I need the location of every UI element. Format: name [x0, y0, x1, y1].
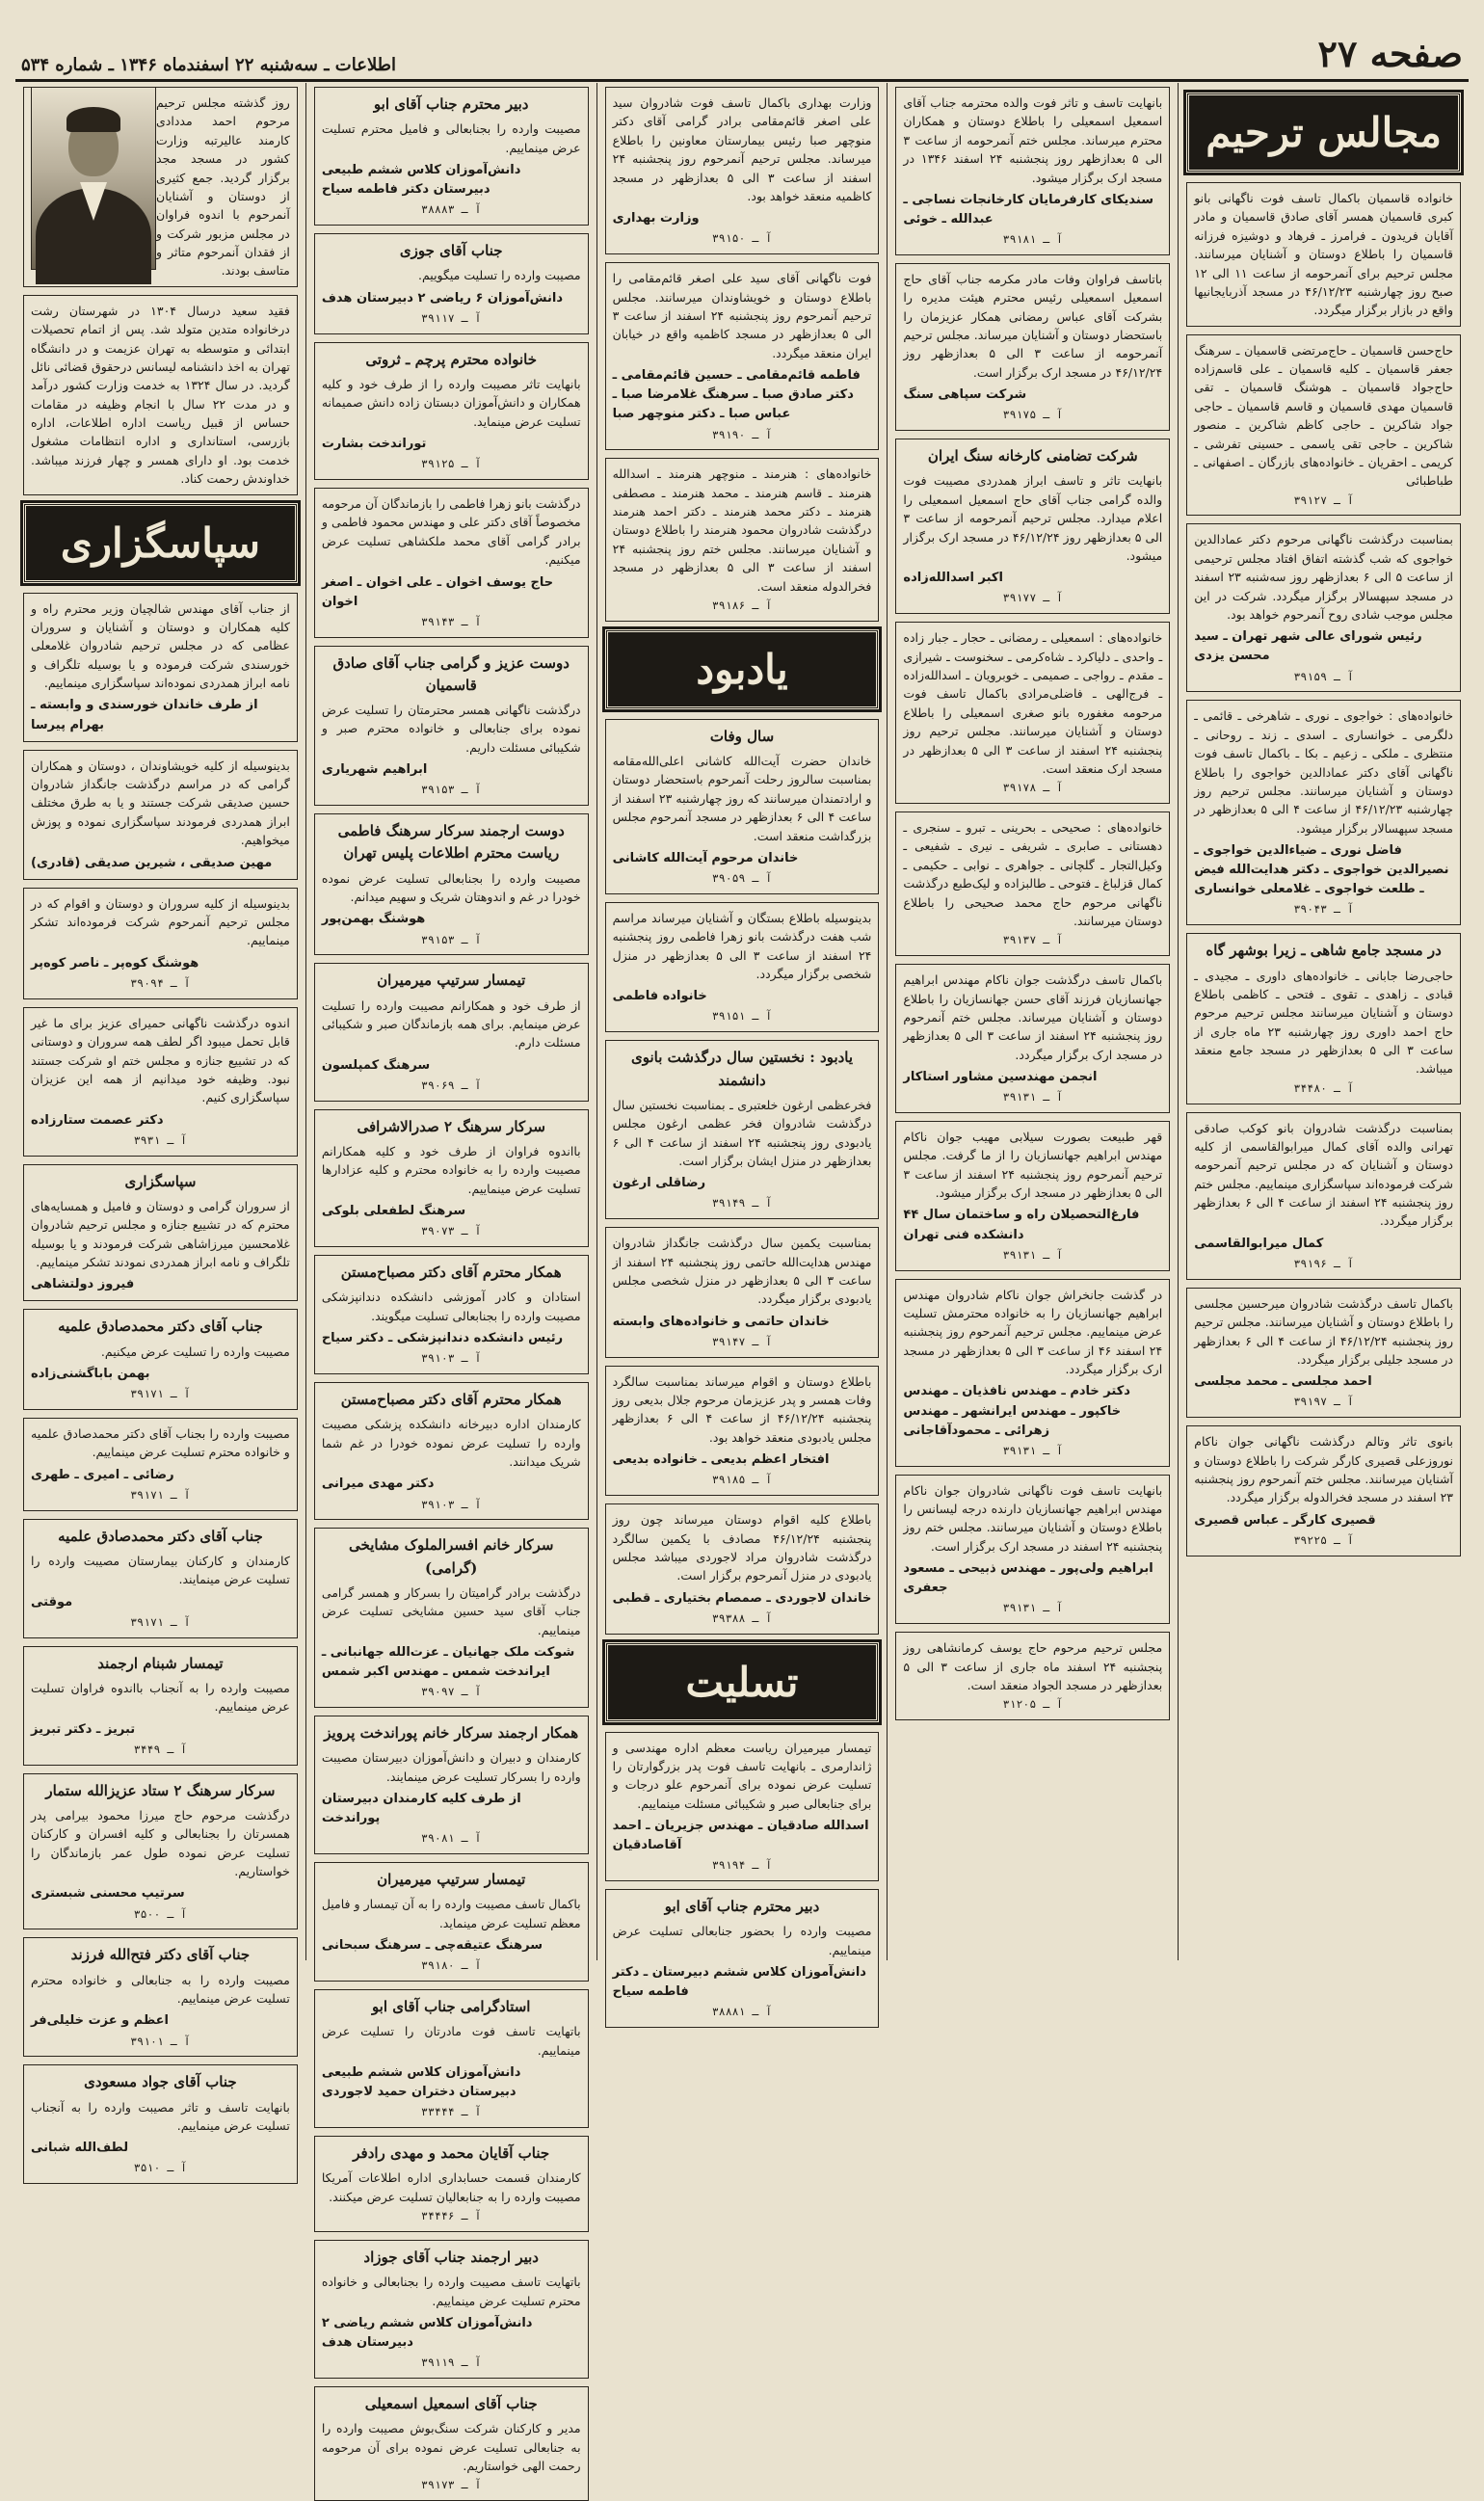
- notice-body: درگذشت مرحوم حاج میرزا محمود بیرامی پدر همسرتان را بجنابعالی و کلیه افسران و کارکنان تسلیت عرض نموده طول عمر بازماندگان را خواستاریم.: [31, 1807, 290, 1879]
- notice-title: جناب آقای جواد مسعودی: [84, 2073, 237, 2091]
- notice-signature: قصیری کارگر ـ عباس قصیری: [1194, 1512, 1376, 1528]
- notice: [23, 1519, 298, 1638]
- notice-code: آ ـ ۳۱۲۰۵: [1002, 1697, 1063, 1712]
- notice-body: بانهایت تاسف و تاثر فوت والده محترمه جناب آقای اسمعیل اسمعیلی را باطلاع دوستان و همکاران محترم میرساند. مجلس ختم آنمرحومه از ساعت ۳ الی ۵ بعدازظهر روز پنجشنبه ۲۴ اسفند ۱۳۴۶ در مسجد ارک برگزار میشود.: [903, 95, 1163, 185]
- issue-info: اطلاعات ـ سه‌شنبه ۲۲ اسفندماه ۱۳۴۶ ـ شماره ۵۳۴: [21, 55, 397, 75]
- notice-title: سرکار سرهنگ ۲ ستاد عزیزالله ستمار: [45, 1781, 276, 1799]
- notice-code: آ ـ ۳۵۰۰: [133, 1906, 188, 1921]
- notice-code: آ ـ ۳۹۱۵۳: [421, 932, 482, 946]
- notice: [1186, 182, 1461, 327]
- notice-body: مصیبت وارده را بجناب آقای دکتر محمدصادق علمیه و خانواده محترم تسلیت عرض مینماییم.: [31, 1426, 290, 1460]
- notice-body: حاجی‌رضا جابانی ـ خانواده‌های داوری ـ مجیدی ـ قبادی ـ زاهدی ـ تقوی ـ فتحی ـ کاظمی باطلاع دوستان و آشنایان میرسانند مجلس ترحیم مرحوم حاج احمد داوری روز چهارشنبه ۲۳ ماه جاری از ساعت ۳ الی ۵ بعدازظهر در مسجد جامع منعقد میباشد.: [1194, 968, 1453, 1077]
- notice-body: خانواده‌های : صحیحی ـ بحرینی ـ تبرو ـ سنجری ـ دهستانی ـ صابری ـ شریفی ـ نیری ـ شفیعی ـ وکیل‌التجار ـ گلچانی ـ جواهری ـ نوابی ـ حکیمی ـ کمال قزلباغ ـ فتوحی ـ طالبزاده و لیک‌طبع درگذشت ناگهانی مرحوم حاج محمد صحیحی را باطلاع دوستان میرسانند.: [903, 820, 1163, 928]
- notice-code: آ ـ ۳۴۴۹: [133, 1742, 188, 1756]
- notice-body: کارمندان اداره دبیرخانه دانشکده پزشکی مصیبت وارده را تسلیت عرض نموده خودرا در غم شما شریک میدانند.: [321, 1417, 581, 1469]
- notice-code: آ ـ ۳۹۱۷۱: [130, 1487, 191, 1502]
- notice-code: آ ـ ۳۹۱۷۱: [130, 1614, 191, 1629]
- notice-body: درگذشت برادر گرامیتان را بسرکار و همسر گرامی جناب آقای سید حسین مشایخی تسلیت عرض مینماییم.: [321, 1584, 581, 1637]
- notice-code: آ ـ ۳۹۱۷۵: [1002, 408, 1063, 422]
- column-1: [1178, 83, 1469, 1960]
- notice-body: مصیبت وارده را تسلیت میگوییم.: [418, 268, 581, 283]
- notice-code: آ ـ ۳۹۱۱۷: [421, 310, 482, 325]
- notice: [314, 2136, 589, 2232]
- notice: [1186, 700, 1461, 925]
- notice-body: بانهایت تاثر و تاسف ابراز همدردی مصیبت فوت والده گرامی جناب آقای حاج اسمعیل اسمعیلی را اعلام میدارد. مجلس ترحیم آنمرحومه از ساعت ۳ الی ۵ بعدازظهر روز ۴۶/۱۲/۲۴ در مسجد ارک برگزار میشود.: [903, 473, 1163, 563]
- columns-container: [15, 83, 1469, 2492]
- notice-body: خانواده‌های : خواجوی ـ نوری ـ شاهرخی ـ قائمی ـ دلگرمی ـ خوانساری ـ اسدی ـ زند ـ روحانی ـ منتظری ـ ملکی ـ زعیم ـ بکا ـ باکمال تاسف فوت ناگهانی آقای دکتر عمادالدین خواجوی را باطلاع دوستان و آشنایان میرسانند. مجلس ترحیم روز چهارشنبه ۴۶/۱۲/۲۳ از ساعت ۴ الی ۵ بعدازظهر در مسجد سپهسالار برگزار میشود.: [1194, 708, 1453, 836]
- notice-code: آ ـ ۳۴۴۴۶: [421, 2209, 482, 2223]
- notice-body: باتهایت تاسف فوت مادرتان را تسلیت عرض مینماییم.: [321, 2024, 581, 2058]
- notice-code: آ ـ ۳۴۴۸۰: [1293, 1080, 1354, 1095]
- notice-body: بمناسبت یکمین سال درگذشت جانگداز شادروان مهندس هدایت‌الله حاتمی روز پنجشنبه ۲۴ اسفند از ساعت ۳ الی ۵ بعدازظهر در منزل شخصی مجلس یادبودی برگزار میگردد.: [612, 1236, 872, 1307]
- column-5: [15, 83, 305, 2175]
- notice-body: حاج‌حسن قاسمیان ـ حاج‌مرتضی قاسمیان ـ سرهنگ جعفر قاسمیان ـ کلیه قاسمیان ـ علی قاسم‌زاده حاج‌جواد قاسمیان ـ هوشنگ قاسمیان ـ تقی قاسمیان مهدی قاسمیان و قاسم قاسمیان ـ حاجی جواد شاکرین ـ حاجی کاظم شاکرین ـ منصور شاکرین ـ حاجی تقی یاسمی ـ حسینی تفرشی ـ کریمی ـ احقریان ـ خانواده‌های بازرگان ـ اصفهانی ـ طباطبائی: [1194, 342, 1453, 489]
- notice-code: آ ـ ۳۹۰۹۷: [421, 1685, 482, 1699]
- notice: [895, 87, 1170, 255]
- notice: [895, 263, 1170, 431]
- notice-body: بدینوسیله از کلیه سروران و دوستان و اقوام که در مجلس ترحیم آنمرحوم شرکت فرموده‌اند تشکر مینماییم.: [31, 895, 290, 948]
- notice-code: آ ـ ۳۹۰۹۴: [130, 975, 191, 990]
- notice-title: سال وفات: [709, 727, 775, 745]
- notice-body: باتهایت تاسف مصیبت وارده را بجنابعالی و خانواده محترم تسلیت عرض مینماییم.: [321, 2275, 581, 2308]
- notice-title: همکار محترم آقای دکتر مصباح‌مستن: [340, 1264, 562, 1282]
- notice: [895, 964, 1170, 1113]
- notice-signature: کمال میرابوالقاسمی: [1194, 1236, 1324, 1251]
- column-4: [305, 83, 596, 2492]
- notice-title: همکار محترم آقای دکتر مصباح‌مستن: [340, 1390, 562, 1408]
- notice-body: مصیبت وارده را بحضور جنابعالی تسلیت عرض مینماییم.: [612, 1924, 872, 1957]
- notice-code: آ ـ ۳۹۱۴۹: [711, 1196, 773, 1211]
- notice: [314, 1862, 589, 1982]
- notice-code: آ ـ ۳۵۱۰: [133, 2161, 188, 2175]
- portrait-photo: [31, 87, 156, 270]
- notice-body: باکمال تاسف درگذشت شادروان میرحسین مجلسی را باطلاع دوستان و آشنایان میرسانند. مجلس ترحیم روز پنجشنبه ۴۶/۱۲/۲۴ از ساعت ۴ الی ۶ بعدازظهر در مسجد جلیلی برگزار میگردد.: [1194, 1295, 1453, 1367]
- notice-body: کارمندان و کارکنان بیمارستان مصیبت وارده را تسلیت عرض مینمایند.: [31, 1554, 290, 1587]
- notice-signature: فاضل نوری ـ ضیاءالدین خواجوی ـ نصیرالدین خواجوی ـ دکتر هدایت‌الله فیض ـ طلعت خواجوی ـ غلامعلی خوانساری: [1194, 843, 1449, 897]
- notice: [23, 2064, 298, 2184]
- notice: [895, 622, 1170, 804]
- notice: [1186, 1288, 1461, 1418]
- notice-signature: ابراهیم شهریاری: [321, 762, 428, 778]
- notice: [23, 1773, 298, 1930]
- notice-signature: از طرف خاندان خورسندی و وابسته ـ بهرام پیرسا: [31, 698, 258, 732]
- notice-title: یادبود : نخستین سال درگذشت بانوی دانشمند: [630, 1049, 854, 1089]
- notice-signature: اسدالله صادقیان ـ مهندس جزیریان ـ احمد آقاصادقیان: [612, 1819, 869, 1853]
- notice-body: باتاسف فراوان وفات مادر مکرمه جناب آقای حاج اسمعیل اسمعیلی رئیس محترم هیئت مدیره را بشرکت آقای عباس رمضانی همکار عزیزمان را باستحضار دوستان و آشنایان میرساند. مجلس ترحیم آنمرحومه از ساعت ۳ الی ۵ بعدازظهر روز ۴۶/۱۲/۲۴ در مسجد ارک برگزار است.: [903, 271, 1163, 380]
- notice-body: روز گذشته مجلس ترحیم مرحوم احمد مددادی کارمند عالیرتبه وزارت کشور در مسجد مجد برگزار گردید. جمع کثیری از دوستان و آشنایان آنمرحوم با اندوه فراوان در مجلس مزبور شرکت و از فقدان آنمرحوم متاثر و متاسف بودند.: [156, 95, 290, 279]
- notice-code: آ ـ ۳۹۱۱۹: [421, 2355, 482, 2370]
- notice-title: در مسجد جامع شاهی ـ زیرا بوشهر گاه: [1206, 942, 1442, 960]
- notice-code: آ ـ ۳۹۱۲۷: [1293, 492, 1354, 507]
- notice: [605, 1889, 880, 2028]
- notice: [314, 2240, 589, 2379]
- notice-body: مجلس ترحیم مرحوم حاج یوسف کرمانشاهی روز پنجشنبه ۲۴ اسفند ماه جاری از ساعت ۳ الی ۵ بعدازظهر در مسجد الجواد منعقد است.: [903, 1640, 1163, 1692]
- notice-body: فقید سعید درسال ۱۳۰۴ در شهرستان رشت درخانواده متدین متولد شد. پس از اتمام تحصیلات ابتدائی و متوسطه به تهران عزیمت و در دانشگاه تهران به اخذ دانشنامه لیسانس درحقوق قضائی نائل گردید. در سال ۱۳۲۴ به خدمت وزارت کشور درآمد و در مدت ۲۲ سال با انجام وظیفه در مقامات حساس از قبیل ریاست اداره اطلاعات، اداره بازرسی، استانداری و اداره انتظامات مشغول خدمت بود. او دارای همسر و چهار فرزند میباشد. خداوندش رحمت کناد.: [31, 303, 290, 487]
- notice: [1186, 933, 1461, 1104]
- notice: [1186, 1112, 1461, 1280]
- notice: [605, 1366, 880, 1496]
- notice-body: بانهایت تاثر مصیبت وارده را از طرف خود و کلیه همکاران و دانش‌آموزان دبستان زاده دانش صمیمانه تسلیت عرض مینماید.: [321, 376, 581, 429]
- notice-code: آ ـ ۳۹۱۸۵: [711, 1473, 773, 1487]
- notice-body: قهر طبیعت بصورت سیلابی مهیب جوان ناکام مهندس ابراهیم جهانسازیان را از ما گرفت. مجلس ترحیم آنمرحوم روز پنجشنبه ۲۴ اسفند از ساعت ۳ الی ۵ بعدازظهر در مسجد ارک برگزار میشود.: [903, 1129, 1163, 1201]
- notice-code: آ ـ ۳۹۱۳۱: [1002, 1247, 1063, 1262]
- notice: [314, 2386, 589, 2501]
- notice-signature: دانش‌آموزان کلاس ششم دبیرستان ـ دکتر فاطمه سیاح: [612, 1965, 866, 2000]
- notice-code: آ ـ ۳۹۰۶۹: [421, 1078, 482, 1092]
- notice: [23, 593, 298, 742]
- notice: [314, 87, 589, 226]
- notice: [605, 1227, 880, 1357]
- notice-title: جناب آقایان محمد و مهدی رادفر: [353, 2144, 550, 2163]
- notice-signature: مهین صدیقی ، شیرین صدیقی (قادری): [31, 855, 273, 870]
- notice-signature: سرهنگ عتیقه‌چی ـ سرهنگ سبحانی: [321, 1938, 543, 1954]
- banner-yadbud: یادبود: [605, 629, 880, 709]
- banner-tasliyat: تسلیت: [605, 1642, 880, 1722]
- notice: [314, 342, 589, 480]
- notice-code: آ ـ ۳۹۱۰۳: [421, 1497, 482, 1511]
- notice-signature: هوشنگ بهمن‌پور: [321, 912, 426, 927]
- notice: [895, 1632, 1170, 1720]
- notice-body: مصیبت وارده را به آنجناب بااندوه فراوان تسلیت عرض مینماییم.: [31, 1680, 290, 1715]
- notice-title: همکار ارجمند سرکار خانم پوراندخت پرویز: [324, 1724, 579, 1743]
- notice: [314, 233, 589, 334]
- notice-signature: دکتر عصمت ستارزاده: [31, 1112, 164, 1128]
- notice-code: آ ـ ۳۹۱۴۷: [711, 1334, 773, 1348]
- notice-signature: توراندخت بشارت: [321, 437, 427, 452]
- notice-signature: وزارت بهداری: [612, 211, 700, 226]
- notice-code: آ ـ ۳۹۱۹۶: [1293, 1256, 1354, 1270]
- notice-body: مصیبت وارده را بجنابعالی و فامیل محترم تسلیت عرض مینماییم.: [321, 121, 581, 155]
- notice-title: تیمسار سرتیپ میرمیران: [377, 1871, 526, 1889]
- notice-signature: بهمن باباگشنی‌زاده: [31, 1367, 150, 1382]
- notice: [895, 1121, 1170, 1271]
- notice-title: خانواده محترم پرچم ـ ثروتی: [365, 350, 538, 368]
- notice-body: باکمال تاسف درگذشت جوان ناکام مهندس ابراهیم جهانسازیان فرزند آقای حسن جهانسازیان را باطلاع دوستان و آشنایان میرساند. مجلس ختم آنمرحوم روز پنجشنبه ۲۴ اسفند از ساعت ۳ الی ۵ بعدازظهر در مسجد ارک برگزار میگردد.: [903, 972, 1163, 1062]
- notice-signature: فیروز دولتشاهی: [31, 1277, 135, 1292]
- notice-signature: رضائی ـ امیری ـ طهری: [31, 1467, 174, 1482]
- notice: [314, 488, 589, 638]
- notice-signature: هوشنگ کوه‌پر ـ ناصر کوه‌پر: [31, 955, 199, 971]
- notice-code: آ ـ ۳۹۲۲۵: [1293, 1532, 1354, 1547]
- notice-body: وزارت بهداری باکمال تاسف فوت شادروان سید علی اصغر قائم‌مقامی برادر گرامی آقای دکتر منوچهر صبا رئیس بیمارستان معاونین را باطلاع میرساند. مجلس ترحیم آنمرحوم روز پنجشنبه ۲۴ اسفند از ساعت ۳ الی ۵ بعدازظهر در مسجد کاظمیه منعقد خواهد بود.: [612, 95, 872, 203]
- notice: [605, 87, 880, 254]
- notice-signature: خاندان حاتمی و خانواده‌های وابسته: [612, 1314, 830, 1329]
- notice: [314, 1716, 589, 1854]
- notice-signature: خاندان لاجوردی ـ صمصام بختیاری ـ قطبی: [612, 1590, 872, 1606]
- notice-code: آ ـ ۳۹۰۸۱: [421, 1831, 482, 1846]
- notice-code: آ ـ ۳۹۱۹۰: [711, 427, 773, 441]
- notice-title: شرکت تضامنی کارخانه سنگ ایران: [927, 447, 1138, 466]
- notice: [605, 902, 880, 1032]
- notice-title: جناب آقای اسمعیل اسمعیلی: [364, 2395, 538, 2413]
- notice-code: آ ـ ۳۹۰۵۹: [711, 871, 773, 886]
- notice-signature: لطف‌الله شبانی: [31, 2141, 129, 2156]
- notice-signature: احمد مجلسی ـ محمد مجلسی: [1194, 1374, 1372, 1390]
- notice: [605, 1040, 880, 1219]
- notice-signature: سندیکای کارفرمایان کارخانجات نساجی ـ عبدالله ـ خوئی: [903, 192, 1153, 227]
- notice-body: بدینوسیله از کلیه خویشاوندان ، دوستان و همکاران گرامی که در مراسم درگذشت جانگداز شادروان حسین صدیقی شرکت جستند و یا به طرق مختلف ابراز همدردی فرمودند سپاسگزاری نموده و پوزش میخواهیم.: [31, 758, 290, 848]
- notice-title: دبیر ارجمند جناب آقای جوزاد: [363, 2248, 539, 2266]
- notice: [23, 1164, 298, 1302]
- banner-tarhim: مجالس ترحیم: [1186, 93, 1461, 173]
- notice-body: بانهایت تاسف فوت ناگهانی شادروان جوان ناکام مهندس ابراهیم جهانسازیان دارنده درجه لیسانس را باطلاع دوستان و آشنایان میرسانند. مجلس ختم روز پنجشنبه ۲۴ اسفند در مسجد ارک برگزار است.: [903, 1482, 1163, 1554]
- notice: [314, 1109, 589, 1247]
- notice: [314, 1528, 589, 1708]
- notice-code: آ ـ ۳۹۱۸۱: [1002, 232, 1063, 247]
- notice-title: تیمسار سرتیپ میرمیران: [377, 971, 526, 990]
- notice: [314, 1382, 589, 1520]
- notice-signature: دانش‌آموزان کلاس ششم طبیعی دبیرستان دکتر فاطمه سیاح: [321, 163, 521, 198]
- notice-code: آ ـ ۳۸۸۸۱: [711, 2005, 773, 2019]
- notice-title: جناب آقای جوزی: [399, 242, 503, 260]
- notice: [23, 1007, 298, 1157]
- notice-code: آ ـ ۳۹۱۷۳: [421, 2478, 482, 2492]
- notice-code: آ ـ ۳۹۰۷۳: [421, 1224, 482, 1238]
- notice-signature: اکبر اسدالله‌زاده: [903, 571, 1003, 586]
- page-number: صفحه ۲۷: [1317, 32, 1463, 75]
- notice-code: آ ـ ۳۹۱۹۷: [1293, 1395, 1354, 1409]
- notice-code: آ ـ ۳۳۴۴۴: [421, 2105, 482, 2119]
- notice-body: فوت ناگهانی آقای سید علی اصغر قائم‌مقامی را باطلاع دوستان و خویشاوندان میرسانند. مجلس ترحیم آنمرحوم روز پنجشنبه ۲۴ اسفند از ساعت ۳ الی ۵ بعدازظهر در مسجد کاظمیه واقع در خیابان ایران منعقد میگردد.: [612, 271, 872, 360]
- notice-signature: افتخار اعظم بدیعی ـ خانواده بدیعی: [612, 1452, 830, 1468]
- notice-code: آ ـ ۳۹۱۷۱: [130, 1387, 191, 1401]
- notice-signature: خاندان مرحوم آیت‌الله کاشانی: [612, 850, 799, 865]
- notice-title: جناب آقای دکتر فتح‌الله فرزند: [70, 1946, 251, 1964]
- notice: [605, 458, 880, 621]
- notice-code: آ ـ ۳۹۱۴۳: [421, 614, 482, 628]
- notice: [1186, 334, 1461, 517]
- notice-body: بمناسبت درگذشت ناگهانی مرحوم دکتر عمادالدین خواجوی که شب گذشته اتفاق افتاد مجلس ترحیمی از ساعت ۵ الی ۶ بعدازظهر روز سه‌شنبه ۲۳ اسفند در مسجد سپهسالار برگزار میگردد. شرکت در این مجلس موجب شادی روح آنمرحوم خواهد بود.: [1194, 532, 1454, 622]
- notice-title: دوست ارجمند سرکار سرهنگ فاطمی ریاست محترم اطلاعات پلیس تهران: [337, 822, 565, 863]
- notice-code: آ ـ ۳۹۱۰۱: [130, 2034, 191, 2048]
- notice-signature: دانش‌آموزان ۶ ریاضی ۲ دبیرستان هدف: [321, 290, 564, 306]
- notice-title: جناب آقای دکتر محمدصادق علمیه: [58, 1527, 263, 1545]
- page-header: [15, 21, 1469, 82]
- notice-signature: از طرف کلیه کارمندان دبیرستان پوراندخت: [321, 1792, 521, 1826]
- notice-body: کارمندان قسمت حسابداری اداره اطلاعات آمریکا مصیبت وارده را به جنابعالیان تسلیت عرض میکنند.: [321, 2170, 581, 2204]
- notice-body: بمناسبت درگذشت شادروان بانو کوکب صادقی تهرانی والده آقای کمال میرابوالقاسمی از کلیه دوستان و آشنایان که در مجلس ترحیم آنمرحومه شرکت فرموده‌اند سپاسگزاری مینماییم. مجلس ختم روز پنجشنبه ۲۴ اسفند از ساعت ۴ الی ۶ بعدازظهر برگزار میگردد.: [1194, 1120, 1453, 1229]
- notice-title: جناب آقای دکتر محمدصادق علمیه: [58, 1317, 263, 1336]
- notice: [314, 1255, 589, 1374]
- notice-signature: سرهنگ کمپلسون: [321, 1057, 431, 1073]
- notice-code: آ ـ ۳۹۱۹۴: [711, 1858, 773, 1873]
- notice-body: بدینوسیله باطلاع بستگان و آشنایان میرساند مراسم شب هفت درگذشت بانو زهرا فاطمی روز پنجشنبه ۲۴ اسفند از ساعت ۳ الی ۵ بعدازظهر در منزل شخصی برگزار میگردد.: [612, 910, 872, 981]
- notice: [605, 1732, 880, 1882]
- notice-code: آ ـ ۳۹۱۵۱: [711, 1009, 773, 1024]
- notice-signature: دکتر مهدی میرانی: [321, 1477, 435, 1492]
- notice-code: آ ـ ۳۹۳۸۸: [711, 1610, 773, 1625]
- notice-code: آ ـ ۳۹۱۳۱: [1002, 1090, 1063, 1104]
- notice: [23, 295, 298, 495]
- notice-body: خانواده‌های : اسمعیلی ـ رمضانی ـ حجار ـ جبار زاده ـ واحدی ـ دلیاکرد ـ شاه‌کرمی ـ سخنوست ـ شیرازی ـ مقدم ـ رواجی ـ صمیمی ـ خوبرویان ـ اسدالله‌زاده ـ فرج‌الهی ـ فاضلی‌مرادی باکمال تاسف فوت مرحومه مغفوره بانو صغری اسمعیلی را باطلاع دوستان و آشنایان میرسانند. مجلس ترحیم روز پنجشنبه ۲۴ اسفند از ساعت ۳ الی ۵ بعدازظهر در مسجد ارک منعقد است.: [903, 630, 1163, 776]
- notice: [23, 888, 298, 999]
- notice: [895, 1279, 1170, 1467]
- notice-code: آ ـ ۳۹۱۵۹: [1293, 669, 1354, 683]
- notice-body: خاندان حضرت آیت‌الله کاشانی اعلی‌الله‌مقامه بمناسبت سالروز رحلت آنمرحوم باستحضار دوستان و ارادتمندان میرسانند که روز چهارشنبه ۲۳ اسفند از ساعت ۴ الی ۶ بعدازظهر در مسجد آنمرحوم مجلس بزرگداشت منعقد است.: [612, 754, 872, 843]
- notice-code: آ ـ ۳۹۱۳۷: [1002, 933, 1063, 947]
- notice-signature: اعظم و عزت خلیلی‌فر: [31, 2013, 169, 2029]
- notice-body: بانهایت تاسف و تاثر مصیبت وارده را به آنجناب تسلیت عرض مینماییم.: [31, 2099, 290, 2133]
- notice-body: باطلاع دوستان و اقوام میرساند بمناسبت سالگرد وفات همسر و پدر عزیزمان مرحوم جلال بدیعی روز پنجشنبه ۴۶/۱۲/۲۴ از ساعت ۴ الی ۶ بعدازظهر مجلس یادبودی منعقد خواهد بود.: [612, 1373, 872, 1445]
- notice: [23, 1937, 298, 2057]
- notice-title: دوست عزیز و گرامی جناب آقای صادق قاسمیان: [332, 653, 570, 694]
- notice-body: مصیبت وارده را تسلیت عرض میکنیم.: [100, 1344, 290, 1359]
- notice-code: آ ـ ۳۸۸۸۳: [421, 202, 482, 217]
- notice-code: آ ـ ۳۹۱۳۱: [1002, 1443, 1063, 1457]
- notice-body: خانواده‌های : هنرمند ـ منوچهر هنرمند ـ اسدالله هنرمند ـ قاسم هنرمند ـ محمد هنرمند ـ مصطفی هنرمند ـ دکتر محمد هنرمند ـ دکتر احمد هنرمند درگذشت شادروان محمود هنرمند را باطلاع دوستان و آشنایان میرسانند. مجلس ختم روز پنجشنبه ۲۴ اسفند از ساعت ۳ الی ۵ بعدازظهر در مسجد فخرالدوله منعقد است.: [612, 466, 872, 594]
- notice-code: آ ـ ۳۹۳۱: [133, 1132, 188, 1147]
- notice-body: فخرعظمی ارغون خلعتبری ـ بمناسبت نخستین سال درگذشت شادروان فخر عظمی ارغون مجلس یادبودی روز پنجشنبه ۲۴ اسفند از ساعت ۴ الی ۶ بعدازظهر در منزل ایشان برگزار است.: [612, 1097, 872, 1168]
- notice: [895, 811, 1170, 956]
- notice-body: درگذشت ناگهانی همسر محترمتان را تسلیت عرض نموده برای جنابعالی و خانواده محترم صبر و شکیبائی مسئلت داریم.: [321, 703, 581, 755]
- notice-code: آ ـ ۳۹۱۷۸: [1002, 781, 1063, 795]
- notice: [23, 1646, 298, 1766]
- notice-signature: موقتی: [31, 1594, 73, 1610]
- notice: [895, 1475, 1170, 1625]
- notice-body: درگذشت بانو زهرا فاطمی را بازماندگان آن مرحومه مخصوصاً آقای دکتر علی و مهندس محمود فاطمی و برادر گرامی آقای محمد ملکشاهی تسلیت عرض میکنیم.: [321, 496, 581, 568]
- notice-body: کارمندان و دبیران و دانش‌آموزان دبیرستان مصیبت وارده را بسرکار تسلیت عرض مینمایند.: [321, 1750, 581, 1784]
- notice-code: آ ـ ۳۹۱۸۰: [421, 1958, 482, 1973]
- notice-body: باطلاع کلیه اقوام دوستان میرساند چون روز پنجشنبه ۴۶/۱۲/۲۴ مصادف با یکمین سالگرد درگذشت شادروان مراد لاجوردی میباشد مجلس یادبودی در منزل آنمرحوم برگزار است.: [612, 1512, 872, 1583]
- notice-signature: دانش‌آموزان کلاس ششم ریاضی ۲ دبیرستان هدف: [321, 2315, 533, 2351]
- notice: [1186, 1425, 1461, 1556]
- notice-signature: دانش‌آموزان کلاس ششم طبیعی دبیرستان دختران حمید لاجوردی: [321, 2065, 521, 2100]
- notice-title: سرکار خانم افسرالملوک مشایخی (گرامی): [349, 1536, 554, 1577]
- notice-signature: سرتیپ محسنی شبستری: [31, 1886, 185, 1902]
- notice-body: از جناب آقای مهندس شالچیان وزیر محترم راه و کلیه همکاران و دوستان و آشنایان و سروران عظامی که در مجلس ترحیم شادروان غلامعلی خورسندی شرکت فرموده و یا بوسیله تلگراف و نامه ابراز همدردی نموده‌اند سپاسگزاری مینماییم.: [31, 600, 290, 690]
- notice-code: آ ـ ۳۹۱۳۱: [1002, 1601, 1063, 1615]
- column-3: [596, 83, 888, 2019]
- notice-signature: رئیس شورای عالی شهر تهران ـ سید محسن یزدی: [1194, 629, 1422, 664]
- notice-body: بااندوه فراوان از طرف خود و کلیه همکارانم مصیبت وارده را به خانواده محترم و کلیه عزادارها تسلیت عرض مینماییم.: [321, 1143, 581, 1196]
- notice: [314, 1989, 589, 2128]
- notice: [314, 646, 589, 807]
- notice-body: مصیبت وارده را بجنابعالی تسلیت عرض نموده خودرا در غم و اندوهتان شریک و سهیم میدانم.: [321, 870, 581, 905]
- notice: [314, 963, 589, 1101]
- notice-body: خانواده قاسمیان باکمال تاسف فوت ناگهانی بانو کبری قاسمیان همسر آقای صادق قاسمیان و مادر آقایان فریدون ـ فرامرز ـ فرهاد و دوشیزه فرزانه قاسمیان را باطلاع دوستان و آشنایان میرسانند. مجلس ترحیم برای آنمرحومه از ساعت ۱۱ الی ۱۲ صبح روز چهارشنبه ۴۶/۱۲/۲۳ در مسجد آذربایجانیها واقع در بازار برگزار میگردد.: [1194, 191, 1453, 318]
- notice-code: آ ـ ۳۹۱۲۵: [421, 457, 482, 471]
- notice: [605, 719, 880, 894]
- notice: [895, 439, 1170, 614]
- notice-title: تیمسار شبنام ارجمند: [97, 1654, 224, 1672]
- notice: [605, 262, 880, 450]
- notice: [605, 1503, 880, 1634]
- notice-title: سرکار سرهنگ ۲ صدرالاشرافی: [357, 1117, 545, 1135]
- notice-code: آ ـ ۳۹۰۴۳: [1293, 902, 1354, 917]
- notice-body: در گذشت جانخراش جوان ناکام شادروان مهندس ابراهیم جهانسازیان را به خانواده محترمش تسلیت عرض مینماییم. مجلس ترحیم آنمرحوم روز پنجشنبه ۲۴ اسفند ۴۶ از ساعت ۳ الی ۵ بعدازظهر در مسجد ارک برگزار میگردد.: [903, 1287, 1163, 1377]
- notice-body: از سروران گرامی و دوستان و فامیل و همسایه‌های محترم که در تشییع جنازه و مجلس ترحیم شادروان غلامحسین میرزاشاهی شرکت فرمودند و یا بوسیله تلگراف و نامه ابراز همدردی نمودند تشکر مینماییم.: [31, 1198, 290, 1269]
- notice-signature: ابراهیم ولی‌پور ـ مهندس ذبیحی ـ مسعود جعفری: [903, 1561, 1153, 1596]
- notice-title: استادگرامی جناب آقای ابو: [371, 1998, 531, 2016]
- notice-signature: تبریز ـ دکتر تبریز: [31, 1721, 136, 1737]
- notice-signature: رئیس دانشکده دندانپزشکی ـ دکتر سیاح: [321, 1331, 564, 1346]
- notice-body: تیمسار میرمیران ریاست معظم اداره مهندسی و ژاندارمری ـ بانهایت تاسف فوت پدر بزرگوارتان را تسلیت عرض نموده برای آنمرحوم علو درجات و برای جنابعالی صبر و شکیبائی مسئلت مینماییم.: [612, 1740, 872, 1811]
- notice-code: آ ـ ۳۹۱۷۷: [1002, 591, 1063, 605]
- notice-title: سپاسگزاری: [124, 1172, 197, 1190]
- notice-body: باکمال تاسف مصیبت وارده را به آن تیمسار و فامیل معظم تسلیت عرض مینماید.: [321, 1897, 581, 1930]
- notice-signature: رضاقلی ارغون: [612, 1176, 706, 1191]
- notice-title: دبیر محترم جناب آقای ابو: [373, 95, 529, 113]
- notice-signature: انجمن مهندسین مشاور استاکار: [903, 1070, 1098, 1084]
- notice-signature: دکتر خادم ـ مهندس نافذیان ـ مهندس خاکپور ـ مهندس ایرانشهر ـ مهندس زهرائی ـ محمودآقاجانی: [903, 1384, 1130, 1438]
- notice-signature: حاج یوسف اخوان ـ علی اخوان ـ اصغر اخوان: [321, 574, 554, 609]
- notice-body: استادان و کادر آموزشی دانشکده دندانپزشکی مصیبت وارده را بجنابعالی تسلیت میگویند.: [321, 1290, 581, 1323]
- notice-code: آ ـ ۳۹۱۰۳: [421, 1351, 482, 1366]
- notice-signature: شرکت سپاهی سنگ: [903, 387, 1027, 403]
- notice-body: بانوی تاثر وتالم درگذشت ناگهانی جوان ناکام نوروزعلی قصیری کارگر شرکت را باطلاع دوستان و آشنایان میرسانند. مجلس ختم آنمرحوم روز پنجشنبه ۲۳ اسفند در مسجد فخرالدوله برگزار میگردد.: [1194, 1434, 1453, 1505]
- notice-signature: فارغ‌التحصیلان راه و ساختمان سال ۴۴ دانشکده فنی تهران: [903, 1208, 1140, 1242]
- notice: [23, 1418, 298, 1511]
- notice: [314, 813, 589, 955]
- notice-signature: شوکت ملک جهانیان ـ عزت‌الله جهانبانی ـ ایراندخت شمس ـ مهندس اکبر شمس: [321, 1644, 575, 1680]
- column-2: [887, 83, 1178, 1960]
- notice-body: مصیبت وارده را به جنابعالی و خانواده محترم تسلیت عرض مینماییم.: [31, 1972, 290, 2006]
- notice-signature: خانواده فاطمی: [612, 989, 707, 1004]
- notice-code: آ ـ ۳۹۱۵۰: [711, 231, 773, 246]
- notice-signature: فاطمه قائم‌مقامی ـ حسین قائم‌مقامی ـ دکتر صادق صبا ـ سرهنگ غلامرضا صبا ـ عباس صبا ـ دکتر منوچهر صبا: [612, 368, 861, 422]
- notice-body: مدیر و کارکنان شرکت سنگ‌بوش مصیبت وارده را به جنابعالی تسلیت عرض نموده برای آن مرحومه رحمت الهی خواستاریم.: [321, 2421, 581, 2474]
- notice: [23, 750, 298, 880]
- notice-body: از طرف خود و همکارانم مصیبت وارده را تسلیت عرض مینمایم. برای همه بازماندگان صبر و شکیبائی مسئلت دارم.: [321, 998, 581, 1051]
- notice: [23, 1309, 298, 1410]
- notice-title: دبیر محترم جناب آقای ابو: [664, 1898, 820, 1916]
- notice-signature: سرهنگ لطفعلی بلوکی: [321, 1204, 466, 1219]
- notice-code: آ ـ ۳۹۱۸۶: [711, 598, 773, 612]
- notice-body: اندوه درگذشت ناگهانی حمیرای عزیز برای ما غیر قابل تحمل میبود اگر لطف همه سروران و دوستانی که در تشییع جنازه و مجلس ختم او شرکت جستند نبود. وظیفه خود میدانیم از همه این عزیزان سپاسگزاری کنیم.: [31, 1015, 290, 1105]
- notice-code: آ ـ ۳۹۱۵۳: [421, 783, 482, 797]
- notice: [1186, 523, 1461, 692]
- banner-sepasgozari: سپاسگزاری: [23, 503, 298, 583]
